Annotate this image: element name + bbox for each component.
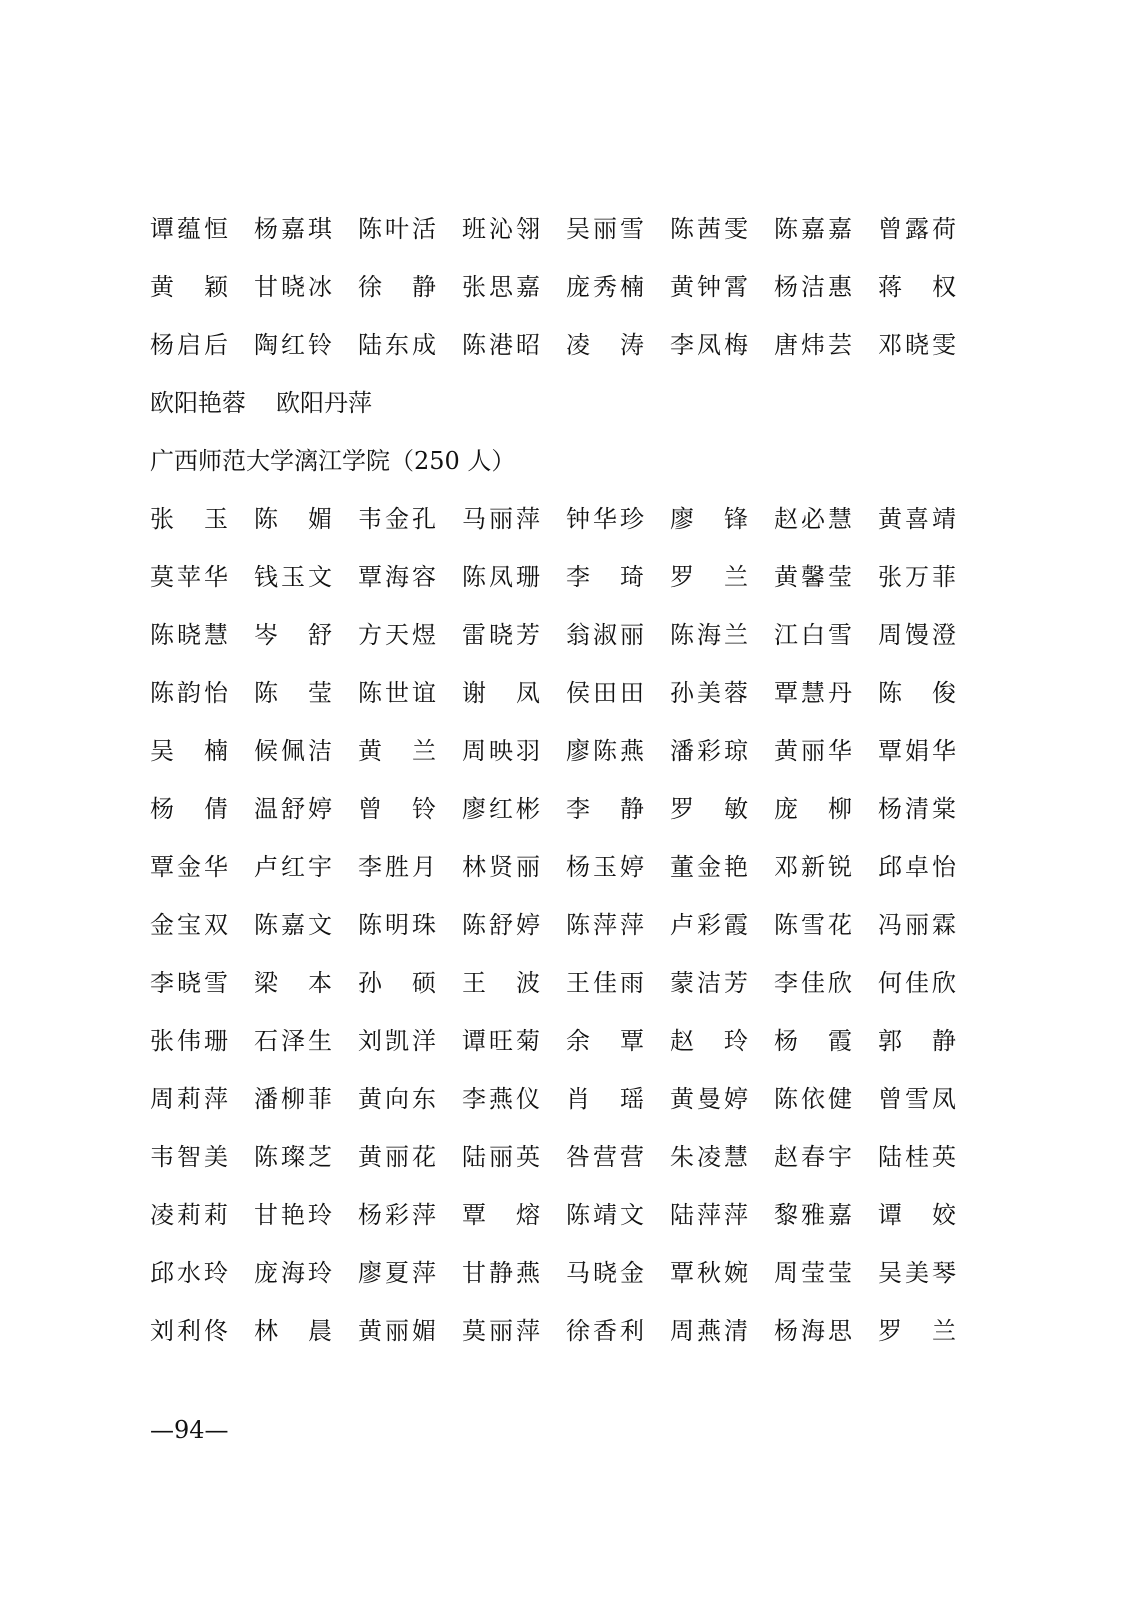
person-name: 罗 敏 <box>670 795 748 823</box>
person-name: 刘 利 佟 <box>150 1317 228 1345</box>
person-name: 周 映 羽 <box>462 737 540 765</box>
person-name: 黄 钟 霄 <box>670 273 748 301</box>
name-block-2 <box>150 490 970 1360</box>
person-name: 黄 颖 <box>150 273 228 301</box>
person-name: 覃 海 容 <box>358 563 436 591</box>
name-row <box>150 316 970 374</box>
person-name: 徐 静 <box>358 273 436 301</box>
person-name: 庞 柳 <box>774 795 852 823</box>
person-name: 凌 涛 <box>566 331 644 359</box>
person-name: 陈 嘉 文 <box>254 911 332 939</box>
person-name: 张 玉 <box>150 505 228 533</box>
person-name: 张 万 菲 <box>878 563 956 591</box>
person-name: 甘 艳 玲 <box>254 1201 332 1229</box>
person-name: 石 泽 生 <box>254 1027 332 1055</box>
person-name: 覃 金 华 <box>150 853 228 881</box>
person-name: 覃 娟 华 <box>878 737 956 765</box>
person-name: 陆 萍 萍 <box>670 1201 748 1229</box>
person-name: 徐 香 利 <box>566 1317 644 1345</box>
name-row <box>150 838 970 896</box>
name-row <box>150 374 970 432</box>
name-row <box>150 1070 970 1128</box>
person-name: 肖 瑶 <box>566 1085 644 1113</box>
name-row <box>150 490 970 548</box>
person-name: 杨 启 后 <box>150 331 228 359</box>
person-name: 孙 美 蓉 <box>670 679 748 707</box>
person-name: 谭 蕴 恒 <box>150 215 228 243</box>
person-name: 甘 静 燕 <box>462 1259 540 1287</box>
person-name: 岑 舒 <box>254 621 332 649</box>
name-row <box>150 258 970 316</box>
person-name: 陈 萍 萍 <box>566 911 644 939</box>
person-name: 欧阳丹萍 <box>276 389 372 417</box>
person-name: 陶 红 铃 <box>254 331 332 359</box>
person-name: 蒙 洁 芳 <box>670 969 748 997</box>
page-number: —94— <box>150 1416 229 1444</box>
person-name: 李 佳 欣 <box>774 969 852 997</box>
person-name: 杨 彩 萍 <box>358 1201 436 1229</box>
person-name: 张 伟 珊 <box>150 1027 228 1055</box>
person-name: 陈 舒 婷 <box>462 911 540 939</box>
person-name: 钟 华 珍 <box>566 505 644 533</box>
person-name: 陈 依 健 <box>774 1085 852 1113</box>
person-name: 廖 锋 <box>670 505 748 533</box>
person-name: 潘 彩 琼 <box>670 737 748 765</box>
person-name: 谭 旺 菊 <box>462 1027 540 1055</box>
person-name: 杨 玉 婷 <box>566 853 644 881</box>
name-row <box>150 200 970 258</box>
person-name: 黄 馨 莹 <box>774 563 852 591</box>
person-name: 周 莉 萍 <box>150 1085 228 1113</box>
person-name: 张 思 嘉 <box>462 273 540 301</box>
person-name: 陈 叶 活 <box>358 215 436 243</box>
person-name: 罗 兰 <box>670 563 748 591</box>
person-name: 侯 田 田 <box>566 679 644 707</box>
person-name: 陈 海 兰 <box>670 621 748 649</box>
person-name: 班 沁 翎 <box>462 215 540 243</box>
name-row <box>150 606 970 664</box>
person-name: 李 晓 雪 <box>150 969 228 997</box>
person-name: 邱 水 玲 <box>150 1259 228 1287</box>
person-name: 黎 雅 嘉 <box>774 1201 852 1229</box>
person-name: 吴 丽 雪 <box>566 215 644 243</box>
person-name: 邓 新 锐 <box>774 853 852 881</box>
person-name: 孙 硕 <box>358 969 436 997</box>
person-name: 陆 东 成 <box>358 331 436 359</box>
person-name: 马 晓 金 <box>566 1259 644 1287</box>
person-name: 罗 兰 <box>878 1317 956 1345</box>
person-name: 庞 秀 楠 <box>566 273 644 301</box>
person-name: 郭 静 <box>878 1027 956 1055</box>
name-row <box>150 1012 970 1070</box>
person-name: 潘 柳 菲 <box>254 1085 332 1113</box>
person-name: 陆 桂 英 <box>878 1143 956 1171</box>
person-name: 甘 晓 冰 <box>254 273 332 301</box>
person-name: 陈 靖 文 <box>566 1201 644 1229</box>
person-name: 杨 海 思 <box>774 1317 852 1345</box>
person-name: 朱 凌 慧 <box>670 1143 748 1171</box>
person-name: 欧阳艳蓉 <box>150 389 246 417</box>
person-name: 卢 红 宇 <box>254 853 332 881</box>
person-name: 董 金 艳 <box>670 853 748 881</box>
person-name: 黄 丽 华 <box>774 737 852 765</box>
person-name: 黄 曼 婷 <box>670 1085 748 1113</box>
person-name: 莫 苹 华 <box>150 563 228 591</box>
person-name: 陈 璨 芝 <box>254 1143 332 1171</box>
person-name: 陈 世 谊 <box>358 679 436 707</box>
person-name: 陈 雪 花 <box>774 911 852 939</box>
person-name: 周 馒 澄 <box>878 621 956 649</box>
name-list <box>150 200 970 1360</box>
person-name: 曾 雪 凤 <box>878 1085 956 1113</box>
person-name: 林 贤 丽 <box>462 853 540 881</box>
person-name: 赵 必 慧 <box>774 505 852 533</box>
name-row <box>150 954 970 1012</box>
person-name: 金 宝 双 <box>150 911 228 939</box>
person-name: 陈 嘉 嘉 <box>774 215 852 243</box>
person-name: 卢 彩 霞 <box>670 911 748 939</box>
person-name: 廖 夏 萍 <box>358 1259 436 1287</box>
person-name: 陈 韵 怡 <box>150 679 228 707</box>
name-row <box>150 664 970 722</box>
person-name: 廖 红 彬 <box>462 795 540 823</box>
person-name: 陆 丽 英 <box>462 1143 540 1171</box>
person-name: 黄 兰 <box>358 737 436 765</box>
person-name: 雷 晓 芳 <box>462 621 540 649</box>
person-name: 杨 嘉 琪 <box>254 215 332 243</box>
person-name: 陈 港 昭 <box>462 331 540 359</box>
person-name: 候 佩 洁 <box>254 737 332 765</box>
person-name: 李 静 <box>566 795 644 823</box>
person-name: 李 琦 <box>566 563 644 591</box>
person-name: 陈 媚 <box>254 505 332 533</box>
person-name: 覃 慧 丹 <box>774 679 852 707</box>
name-row <box>150 1186 970 1244</box>
person-name: 陈 凤 珊 <box>462 563 540 591</box>
name-row <box>150 548 970 606</box>
person-name: 马 丽 萍 <box>462 505 540 533</box>
person-name: 梁 本 <box>254 969 332 997</box>
person-name: 莫 丽 萍 <box>462 1317 540 1345</box>
person-name: 王 佳 雨 <box>566 969 644 997</box>
name-row <box>150 780 970 838</box>
person-name: 邱 卓 怡 <box>878 853 956 881</box>
name-block-1 <box>150 200 970 432</box>
person-name: 冯 丽 霖 <box>878 911 956 939</box>
person-name: 杨 清 棠 <box>878 795 956 823</box>
person-name: 陈 俊 <box>878 679 956 707</box>
person-name: 赵 春 宇 <box>774 1143 852 1171</box>
person-name: 刘 凯 洋 <box>358 1027 436 1055</box>
person-name: 黄 丽 花 <box>358 1143 436 1171</box>
person-name: 杨 洁 惠 <box>774 273 852 301</box>
name-row <box>150 722 970 780</box>
person-name: 翁 淑 丽 <box>566 621 644 649</box>
person-name: 覃 秋 婉 <box>670 1259 748 1287</box>
person-name: 李 凤 梅 <box>670 331 748 359</box>
person-name: 吴 楠 <box>150 737 228 765</box>
person-name: 林 晨 <box>254 1317 332 1345</box>
person-name: 廖 陈 燕 <box>566 737 644 765</box>
person-name: 余 覃 <box>566 1027 644 1055</box>
person-name: 钱 玉 文 <box>254 563 332 591</box>
name-row <box>150 1302 970 1360</box>
person-name: 周 莹 莹 <box>774 1259 852 1287</box>
person-name: 陈 莹 <box>254 679 332 707</box>
person-name: 何 佳 欣 <box>878 969 956 997</box>
person-name: 黄 丽 媚 <box>358 1317 436 1345</box>
person-name: 谭 姣 <box>878 1201 956 1229</box>
person-name: 咎 营 营 <box>566 1143 644 1171</box>
person-name: 吴 美 琴 <box>878 1259 956 1287</box>
person-name: 江 白 雪 <box>774 621 852 649</box>
section-title: 广西师范大学漓江学院（250 人） <box>150 447 516 475</box>
person-name: 黄 喜 靖 <box>878 505 956 533</box>
person-name: 曾 铃 <box>358 795 436 823</box>
person-name: 谢 凤 <box>462 679 540 707</box>
person-name: 赵 玲 <box>670 1027 748 1055</box>
person-name: 蒋 权 <box>878 273 956 301</box>
person-name: 杨 霞 <box>774 1027 852 1055</box>
person-name: 陈 晓 慧 <box>150 621 228 649</box>
person-name: 覃 熔 <box>462 1201 540 1229</box>
person-name: 黄 向 东 <box>358 1085 436 1113</box>
person-name: 曾 露 荷 <box>878 215 956 243</box>
person-name: 凌 莉 莉 <box>150 1201 228 1229</box>
person-name: 韦 智 美 <box>150 1143 228 1171</box>
name-row <box>150 896 970 954</box>
person-name: 李 胜 月 <box>358 853 436 881</box>
name-row <box>150 1128 970 1186</box>
person-name: 邓 晓 雯 <box>878 331 956 359</box>
name-row <box>150 1244 970 1302</box>
person-name: 周 燕 清 <box>670 1317 748 1345</box>
person-name: 温 舒 婷 <box>254 795 332 823</box>
person-name: 陈 明 珠 <box>358 911 436 939</box>
person-name: 方 天 煜 <box>358 621 436 649</box>
person-name: 李 燕 仪 <box>462 1085 540 1113</box>
person-name: 韦 金 孔 <box>358 505 436 533</box>
person-name: 庞 海 玲 <box>254 1259 332 1287</box>
person-name: 王 波 <box>462 969 540 997</box>
person-name: 杨 倩 <box>150 795 228 823</box>
person-name: 陈 茜 雯 <box>670 215 748 243</box>
person-name: 唐 炜 芸 <box>774 331 852 359</box>
